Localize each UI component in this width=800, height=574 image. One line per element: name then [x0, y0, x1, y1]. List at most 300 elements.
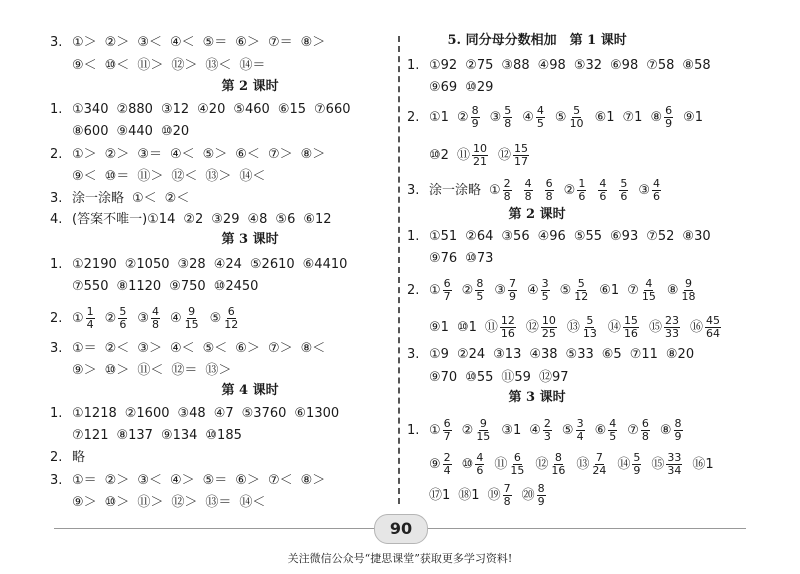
- denominator: 8: [545, 190, 553, 203]
- answer-index: ⑤: [559, 283, 572, 298]
- answer-item: ⑤55: [573, 229, 603, 244]
- fraction: [503, 178, 512, 203]
- fraction: [118, 306, 127, 331]
- fraction: [576, 418, 585, 443]
- numerator: 6: [665, 104, 673, 117]
- answer-line: [407, 143, 531, 169]
- answer-line: [407, 418, 685, 444]
- answer-item: ②＜: [164, 191, 190, 206]
- answer-line: [50, 339, 325, 359]
- answer-index: ⑩: [461, 457, 474, 472]
- answer-item: ②＞: [104, 147, 130, 162]
- answer-index: ⑤: [554, 110, 567, 125]
- numerator: 5: [577, 277, 585, 290]
- answer-index: ③: [137, 311, 149, 326]
- answer-item: ④96: [537, 229, 566, 244]
- answer-item: [690, 315, 723, 340]
- answer-item: [608, 315, 641, 340]
- answer-item: [650, 105, 675, 130]
- fraction: [223, 306, 239, 331]
- numerator: 3: [576, 417, 584, 430]
- answer-index: ①: [72, 311, 84, 326]
- answer-index: ①: [489, 183, 501, 198]
- answer-item: ⑦550: [72, 279, 109, 294]
- numerator: 4: [652, 177, 660, 190]
- answer-item: [494, 278, 519, 303]
- numerator: 4: [609, 417, 617, 430]
- numerator: 9: [479, 417, 487, 430]
- numerator: 7: [595, 451, 603, 464]
- numerator: 5: [504, 104, 512, 117]
- numerator: 4: [524, 177, 532, 190]
- answer-item: ⑧30: [682, 229, 711, 244]
- question-number: 4.: [50, 212, 63, 227]
- numerator: 7: [503, 482, 511, 495]
- denominator: 15: [641, 290, 656, 303]
- fraction: [545, 178, 554, 203]
- answer-index: ②: [104, 311, 117, 326]
- answer-index: ⑫: [497, 148, 511, 163]
- answer-item: [462, 278, 487, 303]
- answer-line: [50, 448, 85, 468]
- numerator: 5: [119, 305, 127, 318]
- denominator: 3: [543, 430, 551, 443]
- answer-index: ⑮: [648, 320, 662, 335]
- answer-item: ⑩185: [205, 428, 242, 443]
- answer-line: [407, 105, 703, 131]
- numerator: 4: [599, 177, 607, 190]
- denominator: 17: [513, 155, 528, 168]
- answer-item: ⑩73: [465, 251, 494, 266]
- answer-line: [50, 277, 258, 297]
- answer-item: ⑬＞: [205, 363, 232, 378]
- answer-item: ⑬＜: [205, 58, 232, 73]
- denominator: 12: [574, 290, 589, 303]
- answer-item: ②1050: [124, 257, 170, 272]
- answer-item: [429, 278, 454, 303]
- answer-item: ⑦660: [314, 102, 351, 117]
- answer-item: ⑨134: [160, 428, 198, 443]
- answer-line: [50, 404, 339, 424]
- question-number: 3.: [50, 473, 63, 488]
- answer-item: ⑦＞: [267, 147, 293, 162]
- answer-item: ②64: [465, 229, 494, 244]
- fraction: [536, 105, 545, 130]
- fraction: [632, 452, 641, 477]
- fraction: [619, 178, 628, 203]
- answer-item: ③48: [177, 406, 206, 421]
- denominator: 9: [508, 290, 516, 303]
- answer-item: [617, 178, 630, 203]
- answer-line: [407, 452, 714, 478]
- fraction: [508, 278, 517, 303]
- answer-item: ③29: [211, 212, 240, 227]
- fraction: [513, 143, 529, 168]
- answer-item: ①2190: [72, 257, 117, 272]
- answer-line: [50, 306, 241, 332]
- denominator: 15: [476, 430, 491, 443]
- answer-index: ⑤: [561, 423, 574, 438]
- answer-index: ③: [494, 283, 506, 298]
- answer-item: ⑧1120: [116, 279, 162, 294]
- answer-item: ⑭＜: [239, 169, 266, 184]
- answer-item: ⑩29: [465, 80, 494, 95]
- answer-line: [407, 368, 569, 388]
- answer-item: ②＞: [104, 35, 130, 50]
- answer-item: ①51: [429, 229, 458, 244]
- answer-line: [407, 178, 663, 204]
- numerator: 6: [545, 177, 553, 190]
- answer-item: ⑪＜: [137, 363, 164, 378]
- fraction: [573, 278, 589, 303]
- answer-line: [407, 278, 699, 304]
- answer-item: ⑩2450: [213, 279, 259, 294]
- fraction: [664, 105, 673, 130]
- denominator: 34: [667, 464, 682, 477]
- answer-index: ⑨: [429, 457, 441, 472]
- answer-index: ⑪: [484, 320, 498, 335]
- answer-item: ⑧＞: [300, 473, 326, 488]
- answer-item: [595, 418, 620, 443]
- fraction: [524, 178, 533, 203]
- numerator: 2: [543, 417, 551, 430]
- answer-item: [210, 306, 242, 331]
- answer-line: [50, 255, 347, 275]
- answer-item: ⑤460: [233, 102, 270, 117]
- column-divider: [398, 36, 400, 504]
- answer-item: [562, 418, 587, 443]
- answer-item: ③28: [177, 257, 206, 272]
- answer-item: ④24: [213, 257, 242, 272]
- answer-line: [50, 210, 332, 230]
- answer-item: ⑬＞: [205, 169, 232, 184]
- answer-item: ②＜: [104, 341, 130, 356]
- fraction: [608, 418, 617, 443]
- answer-item: ③88: [501, 58, 530, 73]
- answer-item: [560, 278, 592, 303]
- answer-index: ④: [522, 110, 534, 125]
- answer-index: ⑥: [594, 423, 607, 438]
- answer-item: ①＜: [132, 191, 157, 206]
- numerator: 8: [476, 277, 484, 290]
- answer-item: ⑭＜: [239, 495, 266, 510]
- answer-item: [527, 278, 552, 303]
- answer-line: [50, 167, 265, 187]
- answer-index: ⑦: [627, 423, 639, 438]
- answer-item: ⑤＝: [202, 473, 228, 488]
- question-number: 2.: [50, 310, 63, 326]
- denominator: 6: [652, 190, 660, 203]
- answer-item: ①＞: [72, 147, 97, 162]
- answer-item: [489, 178, 514, 203]
- fraction: [541, 278, 550, 303]
- answer-item: ⑩2: [429, 147, 449, 163]
- denominator: 6: [620, 190, 628, 203]
- fraction: [475, 278, 484, 303]
- answer-item: [494, 452, 527, 477]
- fraction: [537, 483, 546, 508]
- fraction: [500, 315, 516, 340]
- denominator: 6: [578, 190, 586, 203]
- answer-index: ⑫: [535, 457, 549, 472]
- fraction: [591, 452, 607, 477]
- answer-line: [50, 426, 242, 446]
- numerator: 4: [536, 104, 544, 117]
- answer-item: ⑪＞: [137, 495, 164, 510]
- answer-item: ⑦＜: [267, 473, 293, 488]
- answer-item: [627, 278, 659, 303]
- answer-index: ⑮: [651, 457, 665, 472]
- answer-item: ⑫＜: [171, 169, 198, 184]
- denominator: 33: [664, 327, 679, 340]
- numerator: 9: [685, 277, 693, 290]
- denominator: 16: [551, 464, 566, 477]
- answer-item: ③＞: [137, 341, 162, 356]
- answer-item: ③1: [501, 422, 522, 438]
- answer-item: ⑪＞: [137, 58, 164, 73]
- fraction: [184, 306, 200, 331]
- denominator: 4: [576, 430, 584, 443]
- numerator: 8: [471, 104, 479, 117]
- fraction: [471, 105, 480, 130]
- answer-item: ④＜: [169, 35, 195, 50]
- denominator: 9: [633, 464, 641, 477]
- answer-item: [555, 105, 587, 130]
- denominator: 16: [623, 327, 638, 340]
- answer-item: ④＜: [169, 147, 195, 162]
- numerator: 3: [541, 277, 549, 290]
- answer-item: ⑨1: [429, 319, 449, 335]
- answer-item: ⑩＞: [104, 363, 130, 378]
- answer-item: ⑤32: [573, 58, 603, 73]
- answer-item: ⑥93: [610, 229, 639, 244]
- answer-item: ⑨＞: [72, 495, 97, 510]
- numerator: 4: [151, 305, 159, 318]
- answer-item: ④20: [197, 102, 226, 117]
- answer-item: ⑧＞: [300, 147, 326, 162]
- answer-item: ⑦121: [72, 428, 109, 443]
- fraction: [151, 306, 160, 331]
- question-number: 2.: [407, 109, 420, 125]
- denominator: 7: [443, 430, 451, 443]
- question-number: 1.: [50, 257, 63, 272]
- answer-line: [50, 33, 325, 53]
- denominator: 4: [86, 318, 94, 331]
- fraction: [475, 418, 491, 443]
- answer-line: [50, 100, 350, 120]
- fraction: [472, 143, 488, 168]
- answer-item: ②75: [465, 58, 494, 73]
- answer-item: ⑧＜: [300, 341, 326, 356]
- answer-item: [576, 452, 609, 477]
- answer-item: ④98: [537, 58, 566, 73]
- answer-item: 涂一涂略: [72, 191, 125, 206]
- denominator: 9: [665, 117, 673, 130]
- fraction: [475, 452, 484, 477]
- answer-item: ⑨750: [169, 279, 206, 294]
- answer-item: ⑩1: [456, 319, 477, 335]
- fraction: [86, 306, 95, 331]
- question-number: 3.: [407, 182, 420, 198]
- answer-item: [638, 178, 663, 203]
- denominator: 8: [151, 318, 159, 331]
- answer-item: ①1218: [72, 406, 117, 421]
- answer-item: [429, 452, 454, 477]
- answer-item: ②880: [116, 102, 153, 117]
- answer-item: ⑥1: [594, 109, 615, 125]
- question-number: 2.: [50, 450, 63, 465]
- answer-index: ①: [429, 423, 441, 438]
- numerator: 7: [508, 277, 516, 290]
- fraction: [443, 278, 452, 303]
- answer-item: [526, 315, 559, 340]
- numerator: 12: [500, 314, 515, 327]
- answer-item: ⑫＝: [171, 363, 198, 378]
- denominator: 15: [510, 464, 525, 477]
- answer-item: [457, 105, 482, 130]
- question-number: 3.: [50, 191, 63, 206]
- footer-note: 关注微信公众号“捷思课堂”获取更多学习资料!: [287, 552, 513, 565]
- section-title: 第 4 课时: [221, 383, 279, 398]
- answer-index: ②: [461, 423, 474, 438]
- answer-item: ②24: [456, 347, 486, 362]
- numerator: 4: [476, 451, 484, 464]
- answer-item: [617, 452, 643, 477]
- answer-line: [407, 483, 548, 509]
- answer-item: ⑩20: [160, 124, 190, 139]
- answer-item: ⑧20: [665, 347, 695, 362]
- answer-line: [407, 249, 493, 269]
- answer-item: [564, 178, 589, 203]
- answer-item: 略: [72, 450, 86, 465]
- answer-item: ⑦＝: [267, 35, 293, 50]
- denominator: 64: [705, 327, 720, 340]
- answer-item: ⑯1: [692, 456, 714, 472]
- answer-item: ⑪＞: [137, 169, 164, 184]
- answer-item: ⑦11: [629, 347, 658, 362]
- answer-index: ⑬: [566, 320, 580, 335]
- answer-item: ①＝: [72, 341, 97, 356]
- numerator: 15: [513, 142, 528, 155]
- denominator: 6: [119, 318, 127, 331]
- answer-item: ④＜: [169, 341, 195, 356]
- denominator: 10: [569, 117, 584, 130]
- answer-index: ⑭: [617, 457, 631, 472]
- denominator: 9: [471, 117, 479, 130]
- answer-item: ⑩＞: [104, 495, 130, 510]
- answer-item: ②＞: [104, 473, 130, 488]
- numerator: 8: [554, 451, 562, 464]
- denominator: 5: [609, 430, 617, 443]
- answer-item: [627, 418, 652, 443]
- denominator: 6: [599, 190, 607, 203]
- answer-item: ⑨70: [429, 370, 458, 385]
- answer-item: ⑥＞: [235, 473, 260, 488]
- fraction: [509, 452, 525, 477]
- answer-item: ⑥1300: [294, 406, 340, 421]
- denominator: 21: [472, 155, 487, 168]
- numerator: 4: [645, 277, 653, 290]
- answer-item: [543, 178, 556, 203]
- denominator: 5: [476, 290, 484, 303]
- denominator: 16: [500, 327, 515, 340]
- answer-item: ①1: [429, 109, 449, 125]
- fraction: [598, 178, 607, 203]
- answer-index: ④: [529, 423, 541, 438]
- answer-item: ⑨440: [116, 124, 153, 139]
- answer-index: ⑧: [666, 283, 679, 298]
- answer-index: ⑲: [487, 488, 501, 503]
- answer-item: ⑥4410: [302, 257, 348, 272]
- numerator: 1: [578, 177, 586, 190]
- answer-line: [50, 189, 189, 209]
- numerator: 8: [674, 417, 682, 430]
- answer-line: [407, 78, 493, 98]
- numerator: 2: [503, 177, 511, 190]
- answer-line: [50, 122, 189, 142]
- answer-index: ⑫: [525, 320, 539, 335]
- answer-line: [407, 315, 723, 341]
- answer-item: ⑨69: [429, 80, 458, 95]
- numerator: 1: [86, 305, 94, 318]
- answer-item: ①＞: [72, 35, 97, 50]
- answer-item: ③13: [493, 347, 522, 362]
- numerator: 5: [633, 451, 641, 464]
- answer-item: ⑱1: [458, 487, 480, 503]
- answer-item: [170, 306, 202, 331]
- answer-item: [490, 105, 515, 130]
- answer-item: ⑤＞: [202, 147, 228, 162]
- fraction: [652, 178, 661, 203]
- answer-line: [407, 227, 711, 247]
- answer-item: ④＞: [169, 473, 195, 488]
- answer-item: [667, 278, 699, 303]
- answer-item: ③＜: [137, 35, 162, 50]
- answer-line: [407, 345, 694, 365]
- answer-item: ⑥＞: [235, 35, 260, 50]
- answer-index: ④: [169, 311, 182, 326]
- question-number: 2.: [407, 282, 420, 298]
- answer-item: (答案不唯一)①14: [72, 212, 176, 227]
- answer-item: [522, 105, 547, 130]
- answer-item: [535, 452, 568, 477]
- answer-item: ⑤＝: [202, 35, 228, 50]
- answer-item: ②1600: [124, 406, 170, 421]
- numerator: 6: [443, 417, 451, 430]
- answer-index: ②: [456, 110, 469, 125]
- answer-index: ③: [638, 183, 650, 198]
- fraction: [623, 315, 639, 340]
- numerator: 45: [705, 314, 720, 327]
- denominator: 8: [641, 430, 649, 443]
- answer-index: ⑦: [627, 283, 639, 298]
- answer-item: [485, 315, 518, 340]
- answer-item: ③＝: [137, 147, 162, 162]
- answer-line: [407, 56, 711, 76]
- answer-line: [50, 56, 265, 76]
- answer-item: ⑧600: [72, 124, 109, 139]
- numerator: 33: [667, 451, 682, 464]
- question-number: 1.: [407, 229, 420, 244]
- answer-index: ②: [563, 183, 576, 198]
- answer-item: ⑦1: [622, 109, 643, 125]
- section-title: 第 3 课时: [221, 232, 279, 247]
- answer-item: [488, 483, 514, 508]
- denominator: 8: [503, 190, 511, 203]
- answer-item: ①9: [429, 347, 449, 362]
- answer-index: ⑭: [607, 320, 621, 335]
- numerator: 5: [586, 314, 594, 327]
